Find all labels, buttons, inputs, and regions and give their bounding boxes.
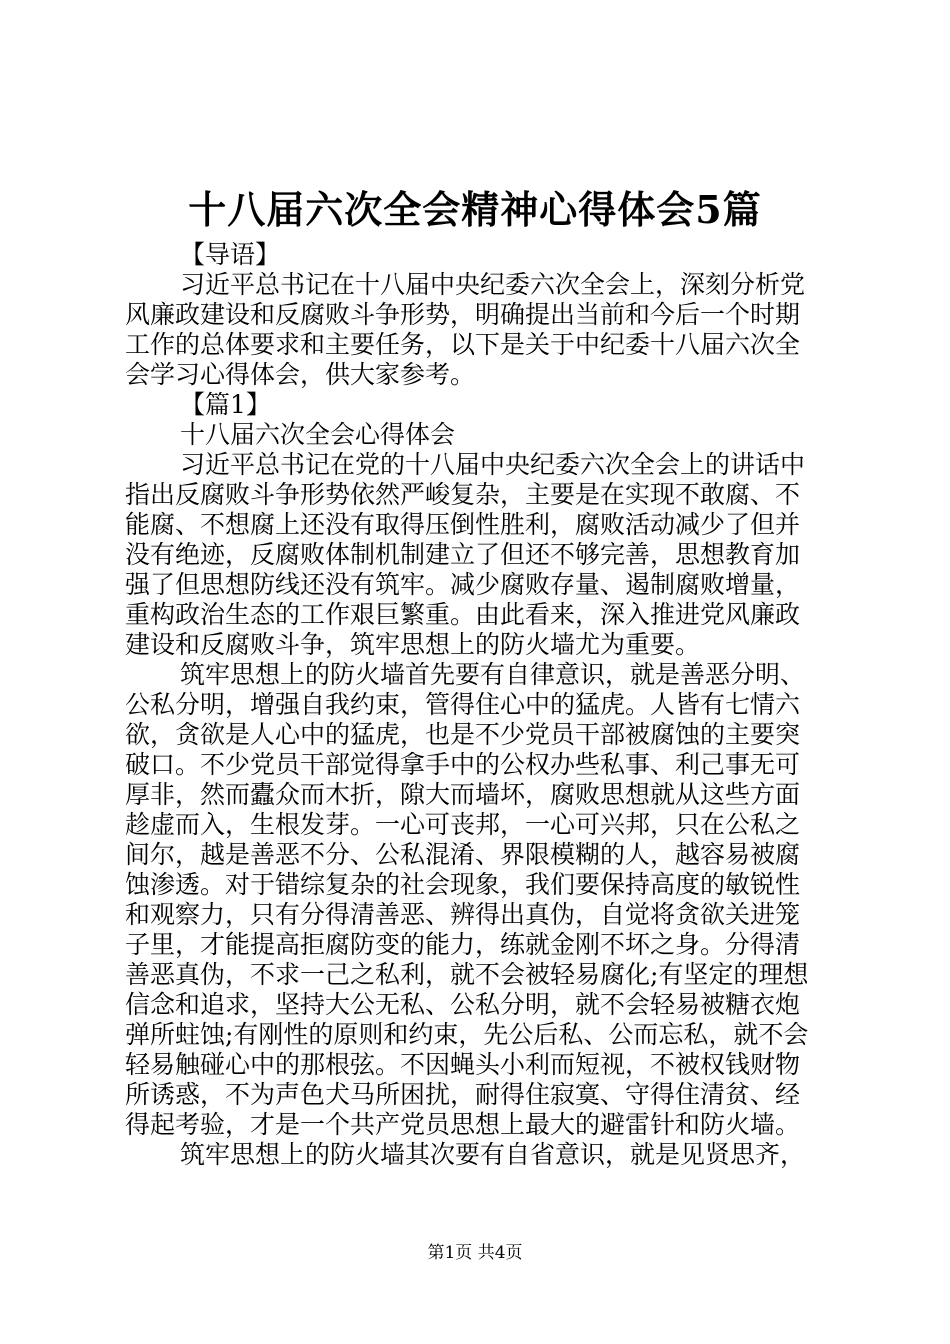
body-line: 强了但思想防线还没有筑牢。减少腐败存量、遏制腐败增量，: [125, 570, 801, 599]
body-line: 弹所蛀蚀;有刚性的原则和约束，先公后私、公而忘私，就不会: [125, 1020, 809, 1049]
body-line: 蚀渗透。对于错综复杂的社会现象，我们要保持高度的敏锐性: [125, 870, 801, 899]
body-line: 【导语】: [180, 240, 281, 269]
body-line: 工作的总体要求和主要任务，以下是关于中纪委十八届六次全: [125, 330, 801, 359]
body-line: 间尔，越是善恶不分、公私混淆、界限模糊的人，越容易被腐: [125, 840, 801, 869]
body-line: 趁虚而入，生根发芽。一心可丧邦，一心可兴邦，只在公私之: [125, 810, 801, 839]
body-line: 公私分明，增强自我约束，管得住心中的猛虎。人皆有七情六: [125, 690, 801, 719]
body-line: 和观察力，只有分得清善恶、辨得出真伪，自觉将贪欲关进笼: [125, 900, 801, 929]
body-line: 信念和追求，坚持大公无私、公私分明，就不会轻易被糖衣炮: [125, 990, 801, 1019]
body-line: 欲，贪欲是人心中的猛虎，也是不少党员干部被腐蚀的主要突: [125, 720, 801, 749]
body-line: 轻易触碰心中的那根弦。不因蝇头小利而短视，不被权钱财物: [125, 1050, 801, 1079]
page-footer: 第1页 共4页: [427, 1243, 523, 1263]
document-title: 十八届六次全会精神心得体会5篇: [188, 187, 762, 232]
body-line: 善恶真伪，不求一己之私利，就不会被轻易腐化;有坚定的理想: [125, 960, 809, 989]
body-line: 能腐、不想腐上还没有取得压倒性胜利，腐败活动减少了但并: [125, 510, 801, 539]
body-line: 筑牢思想上的防火墙其次要有自省意识，就是见贤思齐，: [180, 1140, 806, 1169]
body-line: 指出反腐败斗争形势依然严峻复杂，主要是在实现不敢腐、不: [125, 480, 801, 509]
body-line: 习近平总书记在党的十八届中央纪委六次全会上的讲话中: [180, 450, 806, 479]
body-line: 建设和反腐败斗争，筑牢思想上的防火墙尤为重要。: [125, 630, 701, 659]
body-line: 所诱惑，不为声色犬马所困扰，耐得住寂寞、守得住清贫、经: [125, 1080, 801, 1109]
body-line: 筑牢思想上的防火墙首先要有自律意识，就是善恶分明、: [180, 660, 806, 689]
body-line: 重构政治生态的工作艰巨繁重。由此看来，深入推进党风廉政: [125, 600, 801, 629]
body-line: 会学习心得体会，供大家参考。: [125, 360, 476, 389]
body-line: 得起考验，才是一个共产党员思想上最大的避雷针和防火墙。: [125, 1110, 801, 1139]
body-line: 没有绝迹，反腐败体制机制建立了但还不够完善，思想教育加: [125, 540, 801, 569]
body-line: 【篇1】: [180, 390, 271, 419]
body-line: 子里，才能提高拒腐防变的能力，练就金刚不坏之身。分得清: [125, 930, 801, 959]
body-line: 风廉政建设和反腐败斗争形势，明确提出当前和今后一个时期: [125, 300, 801, 329]
body-line: 习近平总书记在十八届中央纪委六次全会上，深刻分析党: [180, 270, 806, 299]
body-line: 破口。不少党员干部觉得拿手中的公权办些私事、利己事无可: [125, 750, 801, 779]
body-line: 十八届六次全会心得体会: [180, 420, 456, 449]
body-line: 厚非，然而蠹众而木折，隙大而墙坏，腐败思想就从这些方面: [125, 780, 801, 809]
